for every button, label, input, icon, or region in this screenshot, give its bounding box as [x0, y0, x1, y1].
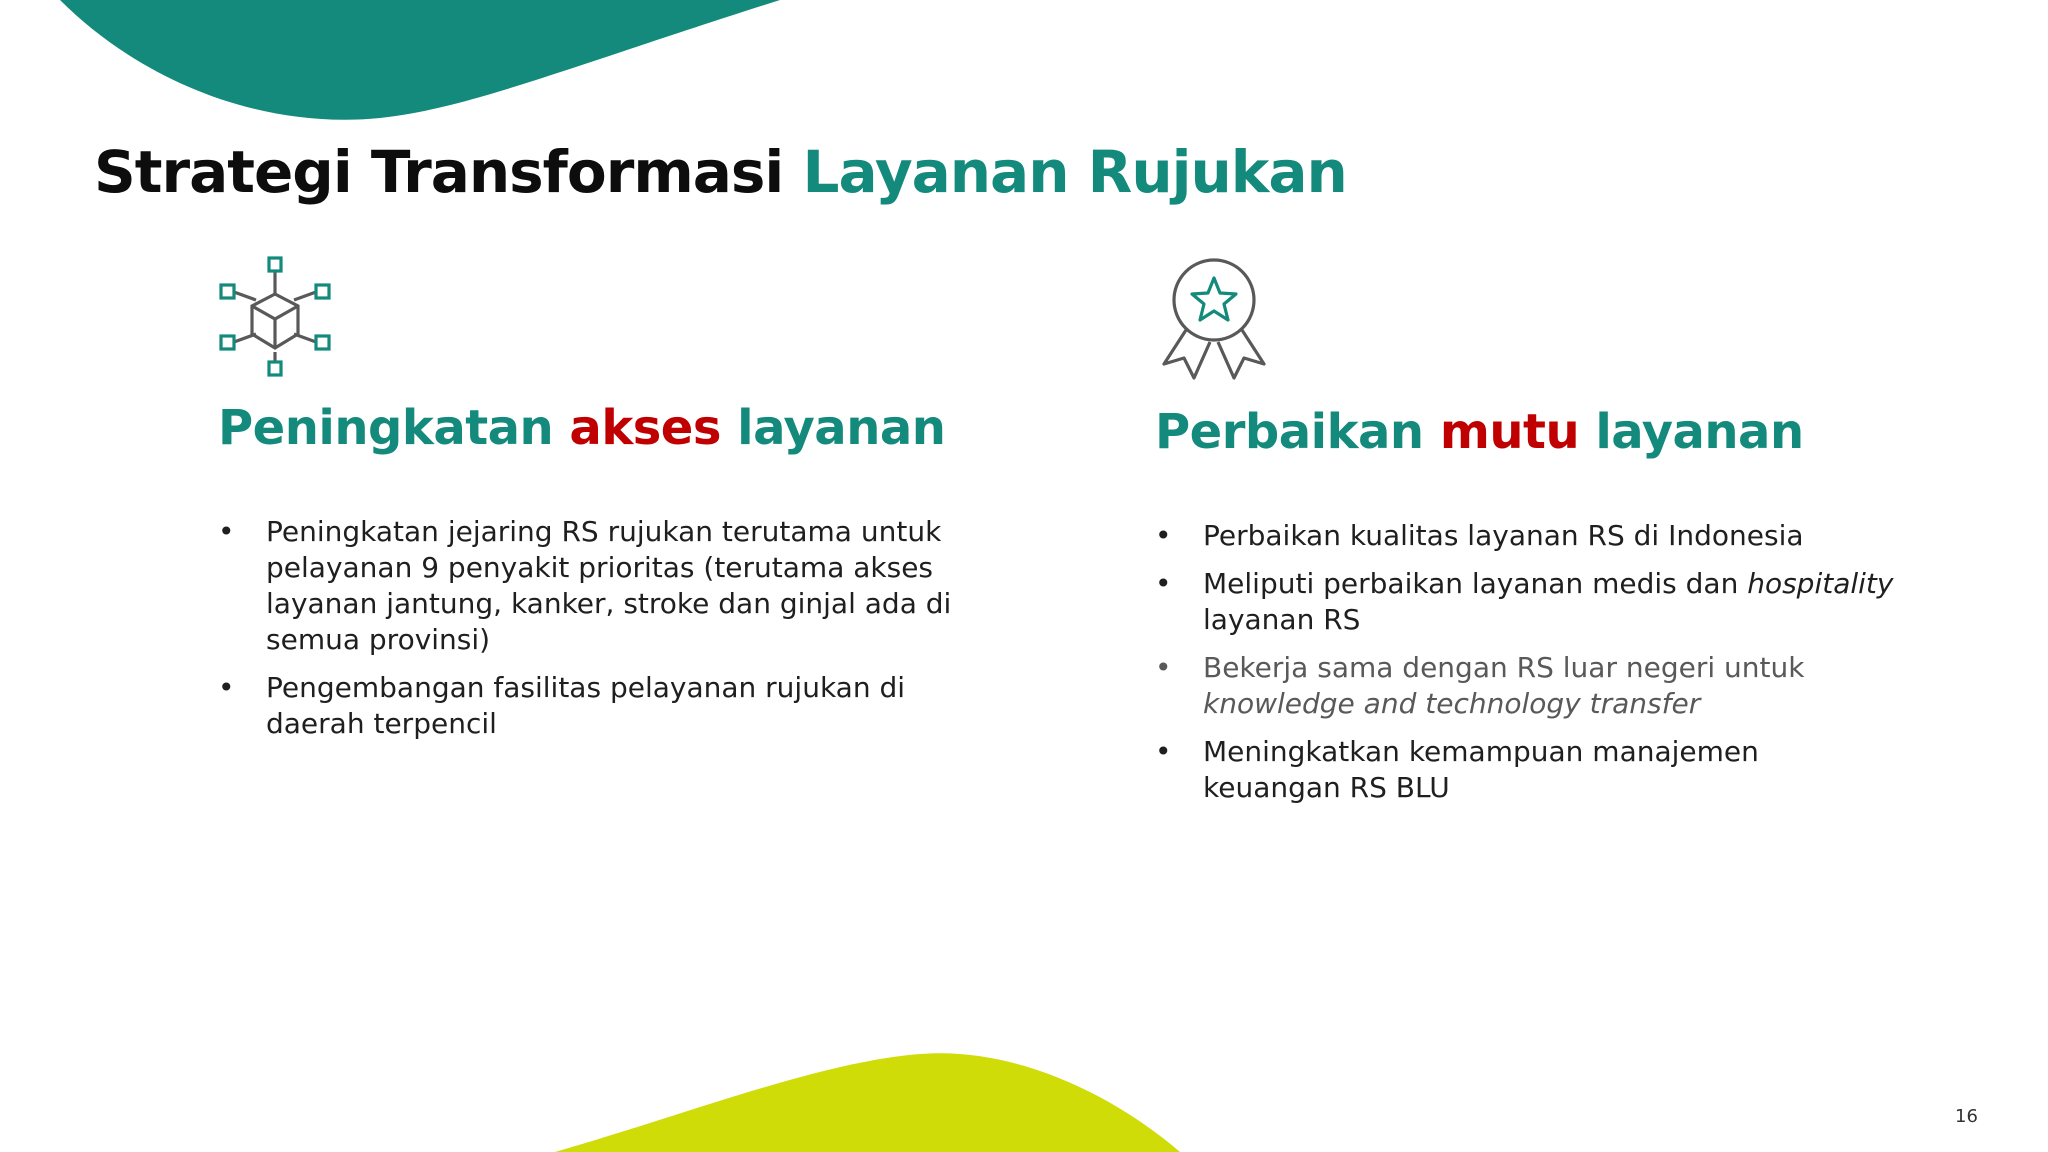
- access-heading-highlight: akses: [569, 400, 721, 456]
- top-teal-blob: [0, 0, 800, 130]
- list-item: • Meningkatkan kemampuan manajemen keuangan RS BLU: [1155, 735, 1759, 804]
- list-item: • Peningkatan jejaring RS rujukan terutama untuk pelayanan 9 penyakit prioritas (terutama akses layanan jantung, kanker, stroke dan ginjal ada di semua provinsi): [218, 515, 952, 656]
- bullet-text-pre: Bekerja sama dengan RS luar negeri untuk: [1203, 651, 1805, 684]
- bullet-text: Perbaikan kualitas layanan RS di Indonesia: [1203, 519, 1804, 552]
- quality-column: [1155, 254, 1895, 818]
- page-number: 16: [1955, 1106, 1978, 1127]
- access-heading-pre: Peningkatan: [218, 400, 570, 456]
- quality-heading: [1155, 404, 1895, 460]
- bullet-text: Meningkatkan kemampuan manajemen keuangan RS BLU: [1203, 735, 1759, 804]
- slide-title: [94, 138, 1347, 206]
- access-column: [218, 254, 958, 754]
- title-part-1: Strategi Transformasi: [94, 138, 803, 206]
- network-cube-icon: [218, 254, 332, 378]
- quality-bullet-list: [1155, 518, 1895, 806]
- quality-heading-highlight: mutu: [1439, 404, 1580, 460]
- list-item: • Meliputi perbaikan layanan medis dan hospitality layanan RS: [1155, 567, 1894, 636]
- list-item: • Bekerja sama dengan RS luar negeri untuk knowledge and technology transfer: [1155, 651, 1805, 720]
- bullet-text-pre: Meliputi perbaikan layanan medis dan: [1203, 567, 1748, 600]
- access-heading: [218, 400, 958, 456]
- bullet-text-italic: hospitality: [1747, 567, 1894, 600]
- access-bullet-list: [218, 514, 958, 742]
- list-item: • Perbaikan kualitas layanan RS di Indonesia: [1155, 519, 1804, 552]
- bullet-text-post: layanan RS: [1203, 603, 1361, 636]
- bullet-text: Peningkatan jejaring RS rujukan terutama untuk pelayanan 9 penyakit prioritas (terutama akses layanan jantung, kanker, stroke dan ginjal ada di semua provinsi): [266, 515, 952, 656]
- access-heading-post: layanan: [720, 400, 946, 456]
- bullet-text: Pengembangan fasilitas pelayanan rujukan di daerah terpencil: [266, 671, 906, 740]
- award-ribbon-star-icon: [1160, 254, 1268, 382]
- bottom-lime-blob: [0, 1040, 1200, 1152]
- list-item: • Pengembangan fasilitas pelayanan rujukan di daerah terpencil: [218, 671, 906, 740]
- quality-heading-pre: Perbaikan: [1155, 404, 1440, 460]
- quality-heading-post: layanan: [1579, 404, 1804, 460]
- title-part-2: Layanan Rujukan: [802, 138, 1347, 206]
- bullet-text-italic: knowledge and technology transfer: [1203, 687, 1701, 720]
